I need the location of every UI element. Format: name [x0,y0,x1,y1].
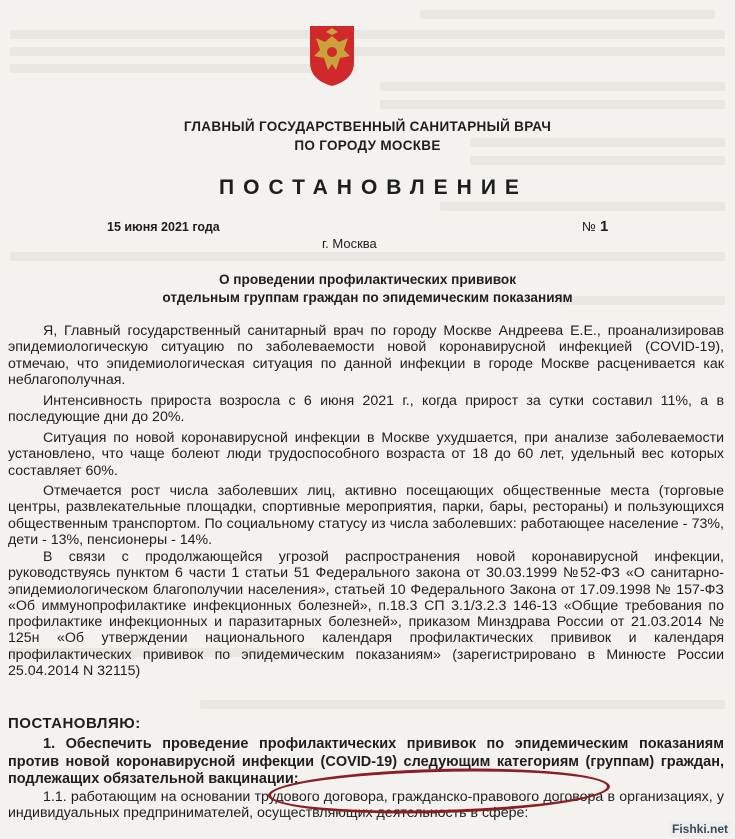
coat-of-arms-icon [306,22,358,88]
paragraph-3: Ситуация по новой коронавирусной инфекции в Москве ухудшается, при анализе заболеваемости установлено, что чаще болеют люди трудоспособного возраста от 18 до 60 лет, удельный вес которых составляет 60%. [8,430,724,479]
document-subject [0,271,735,307]
subject-line-1: О проведении профилактических прививок [218,272,517,287]
number-value: 1 [599,218,609,235]
document-city: г. Москва [322,236,377,251]
issuing-authority [0,117,735,155]
document-date: 15 июня 2021 года [107,220,220,234]
paragraph-2: Интенсивность прироста возросла с 6 июня 2021 г., когда прирост за сутки составил 11%, а в последующие дни до 20%. [8,393,724,426]
document-number [582,218,608,235]
authority-line-1: ГЛАВНЫЙ ГОСУДАРСТВЕННЫЙ САНИТАРНЫЙ ВРАЧ [183,119,552,134]
watermark: Fishki.net [669,821,731,837]
number-sign: № [582,219,596,234]
paragraph-5: В связи с продолжающейся угрозой распространения новой коронавирусной инфекции, руководствуясь пунктом 6 части 1 статьи 51 Федерального закона от 30.03.1999 №52-ФЗ «О санитарно-эпидемиологическом благополучии населения», статьей 10 Федерального Закона от 17.09.1998 № 157-ФЗ «Об иммунопрофилактике инфекционных болезней», п.18.3 СП 3.1/3.2.3 146-13 «Общие требования по профилактике инфекционных и паразитарных болезней», приказом Минздрава России от 21.03.2014 № 125н «Об утверждении национального календаря профилактических прививок и календаря профилактических прививок по эпидемическим показаниям» (зарегистрировано в Минюсте России 25.04.2014 N 32115) [8,549,724,680]
subject-line-2: отдельным группам граждан по эпидемическим показаниям [162,290,573,305]
clause-1-1: 1.1. работающим на основании трудового договора, гражданско-правового договора в организациях, у индивидуальных предпринимателей, осуществляющих деятельность в сфере: [8,789,724,822]
resolve-heading: ПОСТАНОВЛЯЮ: [8,715,141,732]
paragraph-1: Я, Главный государственный санитарный врач по городу Москве Андреева Е.Е., проанализировав эпидемиологическую ситуацию по заболеваемости новой коронавирусной инфекцией (COVID-19), отмечаю, что эпидемиологическая ситуация по данной инфекции в городе Москве расценивается как неблагополучная. [8,323,724,388]
document-type-title: ПОСТАНОВЛЕНИЕ [219,176,528,199]
authority-line-2: ПО ГОРОДУ МОСКВЕ [294,138,441,153]
paragraph-4: Отмечается рост числа заболевших лиц, активно посещающих общественные места (торговые центры, развлекательные площадки, спортивные мероприятия, парки, бары, рестораны) и пользующихся общественным транспортом. По социальному статусу из числа заболевших: работающее население - 73%, дети - 13%, пенсионеры - 14%. [8,483,724,548]
clause-1: 1. Обеспечить проведение профилактических прививок по эпидемическим показаниям против новой коронавирусной инфекции (COVID-19) следующим категориям (группам) граждан, подлежащих обязательной вакцинации: [8,736,724,787]
